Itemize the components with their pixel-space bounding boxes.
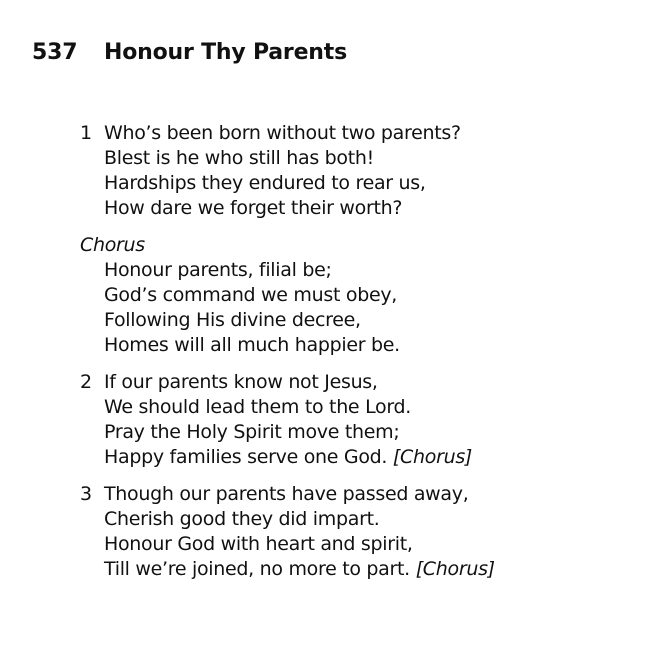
verse-3	[80, 482, 640, 582]
verse-line-text: If our parents know not Jesus,	[104, 371, 378, 393]
verse-line: Honour God with heart and spirit,	[104, 533, 413, 555]
chorus-reference: [Chorus]	[415, 558, 495, 580]
verse-line	[80, 121, 640, 146]
verse-line-text: Till we’re joined, no more to part.	[104, 558, 410, 580]
hymn-number: 537	[32, 40, 78, 65]
verse-line: Pray the Holy Spirit move them;	[104, 421, 400, 443]
verse-line: We should lead them to the Lord.	[104, 396, 412, 418]
verse-line: How dare we forget their worth?	[104, 197, 403, 219]
verse-line-text: Happy families serve one God.	[104, 446, 388, 468]
verse-line: Hardships they endured to rear us,	[104, 172, 426, 194]
hymn-title: Honour Thy Parents	[104, 40, 347, 65]
verse-number: 3	[80, 483, 92, 505]
chorus-line: God’s command we must obey,	[104, 284, 398, 306]
chorus-label: Chorus	[80, 234, 145, 256]
verse-line: Cherish good they did impart.	[104, 508, 380, 530]
verse-line-text: Though our parents have passed away,	[104, 483, 469, 505]
verse-number: 2	[80, 371, 92, 393]
verse-line	[80, 557, 640, 582]
verse-line	[80, 482, 640, 507]
verse-1	[80, 121, 640, 221]
verse-2	[80, 370, 640, 470]
hymn-header	[32, 40, 347, 65]
verse-line: Blest is he who still has both!	[104, 147, 374, 169]
verse-line	[80, 370, 640, 395]
chorus-reference: [Chorus]	[392, 446, 473, 468]
chorus-line: Homes will all much happier be.	[104, 334, 400, 356]
chorus	[80, 233, 640, 358]
chorus-line: Honour parents, filial be;	[104, 259, 332, 281]
verse-line	[80, 445, 640, 470]
chorus-line: Following His divine decree,	[104, 309, 361, 331]
hymn-body	[80, 121, 640, 594]
verse-number: 1	[80, 122, 92, 144]
verse-line-text: Who’s been born without two parents?	[104, 122, 461, 144]
